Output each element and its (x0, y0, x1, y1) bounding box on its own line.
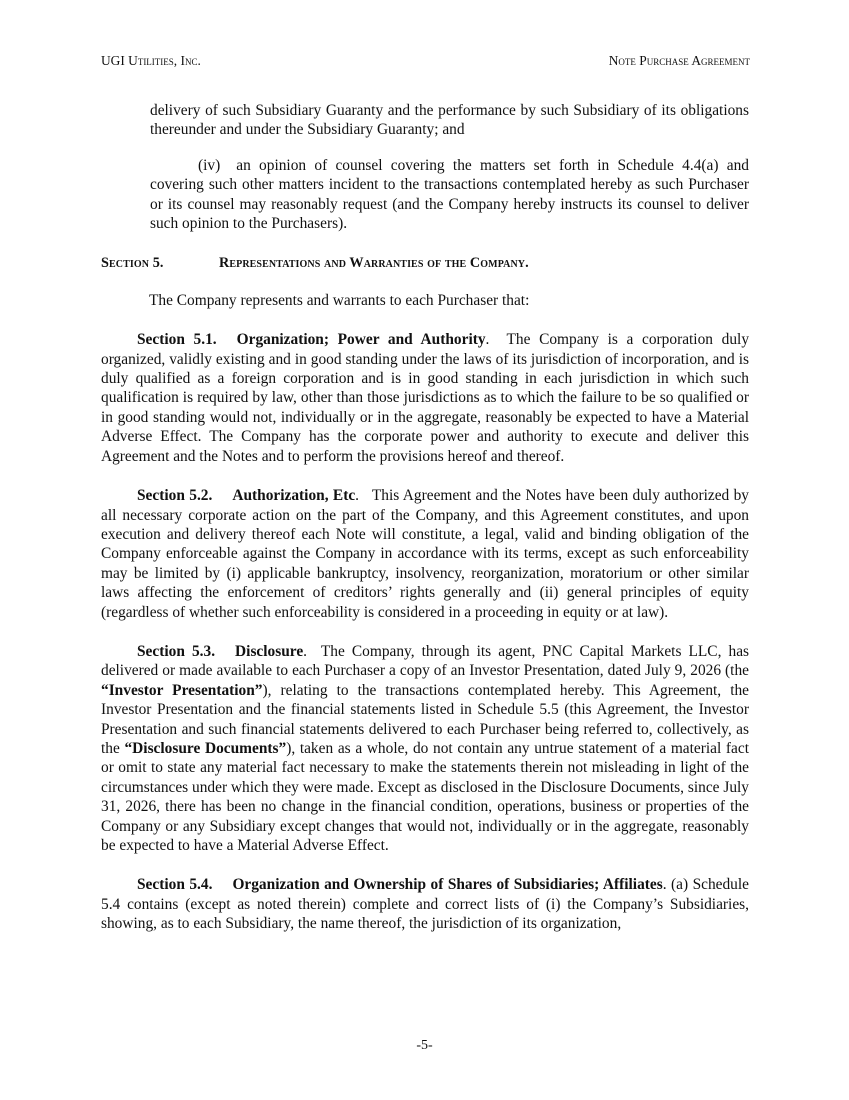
section-5-number: Section 5. (101, 255, 164, 272)
section-5-heading: Section 5. Representations and Warranties of the Company. (101, 254, 749, 273)
section-5-2-body: This Agreement and the Notes have been duly authorized by all necessary corporate action on the part of the Company, and this Agreement constitutes, and upon execution and delivery thereof each Note will constitute, a legal, valid and binding obligation of the Company enforceable against the Company in accordance with its terms, except as such enforceability may be limited by (i) applicable bankruptcy, insolvency, reorganization, moratorium or other similar laws affecting the enforcement of creditors’ rights generally and (ii) general principles of equity (regardless of whether such enforceability is considered in a proceeding in equity or at law). (101, 487, 750, 621)
header-company-name: UGI Utilities, Inc. (101, 53, 201, 68)
section-5-title: Representations and Warranties of the Company (219, 255, 526, 272)
page-number: -5- (416, 1038, 433, 1053)
section-5-4-body: (a) Schedule 5.4 contains (except as noted therein) complete and correct lists of (i) the Company’s Subsidiaries, showing, as to each Subsidiary, the name thereof, the jurisdiction of its organization, (101, 876, 749, 933)
section-5-2-number: Section 5.2. (137, 487, 213, 505)
section-5-4: Section 5.4. Organization and Ownership of Shares of Subsidiaries; Affiliates. (a) Schedule 5.4 contains (except as noted therein) complete and correct lists of (i) the Company’s Subsidiaries, showing, as to each Subsidiary, the name thereof, the jurisdiction of its organization, (101, 876, 749, 933)
section-5-4-title: Organization and Ownership of Shares of Subsidiaries; Affiliates (232, 876, 663, 894)
section-5-1: Section 5.1. Organization; Power and Authority. The Company is a corporation duly organized, validly existing and in good standing under the laws of its jurisdiction of incorporation, and is duly qualified as a foreign corporation and is in good standing in each jurisdiction in which such qualification is required by law, other than those jurisdictions as to which the failure to be so qualified or in good standing would not, individually or in the aggregate, reasonably be expected to have a Material Adverse Effect. The Company has the corporate power and authority to execute and deliver this Agreement and the Notes and to perform the provisions hereof and thereof. (101, 331, 750, 465)
section-5-3-body-b: ), relating to the transactions contemplated hereby. This Agreement, the Investor Presentation and the financial statements listed in Schedule 5.5 (this Agreement, the Investor Presentation and such financial statements delivered to each Purchaser being referred to, collectively, as the (101, 681, 749, 757)
section-5-3: Section 5.3. Disclosure. The Company, through its agent, PNC Capital Markets LLC, has delivered or made available to each Purchaser a copy of an Investor Presentation, dated July 9, 2026 (the “Investor Presentation”), relating to the transactions contemplated hereby. This Agreement, the Investor Presentation and the financial statements listed in Schedule 5.5 (this Agreement, the Investor Presentation and such financial statements delivered to each Purchaser being referred to, collectively, as the “Disclosure Documents”), taken as a whole, do not contain any untrue statement of a material fact or omit to state any material fact necessary to make the statements therein not misleading in light of the circumstances under which they were made. Except as disclosed in the Disclosure Documents, since July 31, 2026, there has been no change in the financial condition, operations, business or properties of the Company or any Subsidiary except changes that would not, individually or in the aggregate, reasonably be expected to have a Material Adverse Effect. (101, 642, 750, 854)
clause-iv-text: an opinion of counsel covering the matters set forth in Schedule 4.4(a) and covering such other matters incident to the transactions contemplated hereby as such Purchaser or its counsel may reasonably request (and the Company hereby instructs its counsel to deliver such opinion to the Purchasers). (150, 156, 749, 233)
section-5-3-title: Disclosure (235, 642, 304, 660)
page-header (101, 51, 750, 71)
continued-clause-text: delivery of such Subsidiary Guaranty and the performance by such Subsidiary of its obligations thereunder and under the Subsidiary Guaranty; and (150, 102, 749, 139)
section-5-intro: The Company represents and warrants to each Purchaser that: (149, 291, 530, 309)
document-body (101, 101, 749, 934)
section-5-2: Section 5.2. Authorization, Etc. This Agreement and the Notes have been duly authorized by all necessary corporate action on the part of the Company, and this Agreement constitutes, and upon execution and delivery thereof each Note will constitute, a legal, valid and binding obligation of the Company enforceable against the Company in accordance with its terms, except as such enforceability may be limited by (i) applicable bankruptcy, insolvency, reorganization, moratorium or other similar laws affecting the enforcement of creditors’ rights generally and (ii) general principles of equity (regardless of whether such enforceability is considered in a proceeding in equity or at law). (101, 487, 750, 621)
section-5-1-number: Section 5.1. (137, 331, 217, 349)
section-5-3-body-c: ), taken as a whole, do not contain any untrue statement of a material fact or omit to state any material fact necessary to make the statements therein not misleading in light of the circumstances under which they were made. Except as disclosed in the Disclosure Documents, since July 31, 2026, there has been no change in the financial condition, operations, business or properties of the Company or any Subsidiary except changes that would not, individually or in the aggregate, reasonably be expected to have a Material Adverse Effect. (101, 739, 749, 854)
section-5-3-number: Section 5.3. (137, 642, 216, 660)
section-5-1-body: The Company is a corporation duly organized, validly existing and in good standing under the laws of its jurisdiction of incorporation, and is duly qualified as a foreign corporation and is in good standing in each jurisdiction in which such qualification is required by law, other than those jurisdictions as to which the failure to be so qualified or in good standing would not, individually or in the aggregate, reasonably be expected to have a Material Adverse Effect. The Company has the corporate power and authority to execute and deliver this Agreement and the Notes and to perform the provisions hereof and thereof. (101, 331, 750, 465)
section-5-4-number: Section 5.4. (137, 876, 213, 894)
clause-iv-paragraph (150, 156, 749, 234)
clause-iv-number: (iv) (198, 156, 221, 174)
clause-iv (150, 156, 749, 234)
continued-clause (150, 101, 749, 140)
header-document-title: Note Purchase Agreement (608, 53, 750, 68)
section-5-3-body-a: The Company, through its agent, PNC Capital Markets LLC, has delivered or made available to each Purchaser a copy of an Investor Presentation, dated July 9, 2026 (the (101, 642, 750, 680)
section-5-2-title: Authorization, Etc (232, 487, 356, 505)
section-5-1-title: Organization; Power and Authority (236, 331, 486, 349)
defined-term-investor-presentation: “Investor Presentation” (101, 681, 263, 699)
defined-term-disclosure-documents: “Disclosure Documents” (124, 739, 287, 757)
